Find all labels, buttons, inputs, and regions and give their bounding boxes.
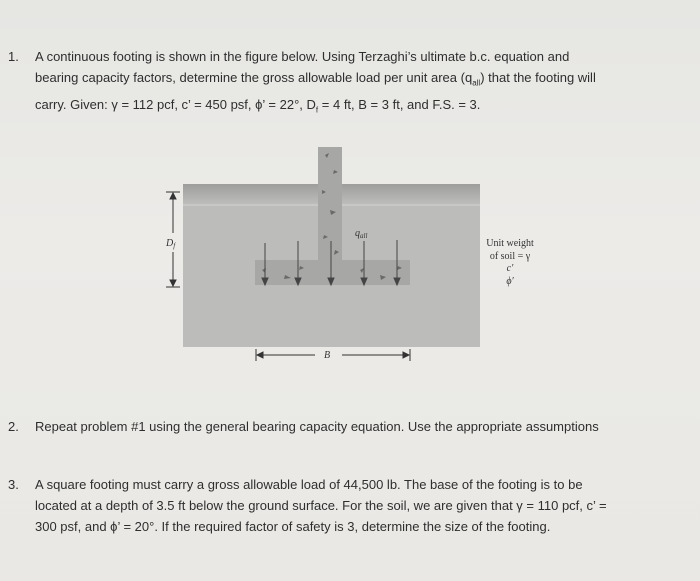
svg-text:ϕ′: ϕ′: [506, 276, 514, 287]
footing-column: [318, 147, 342, 282]
width-dimension: [256, 349, 410, 361]
problem-text: A continuous footing is shown in the figure below. Using Terzaghi’s ultimate b.c. equation and bearing capacity factors, determine the gross allowable load per unit area $(q_{all})$ that the footing will carry. Given: γ = 112 pcf, c’ = 450 psf, ϕ’ = 22°, $D_f = 4$ ft, B = 3 ft, and F.S. = 3.: [35, 49, 596, 115]
depth-label: $D_f$: [166, 238, 176, 250]
svg-text:c′: c′: [506, 263, 514, 274]
soil-properties: [486, 238, 534, 287]
svg-text:Unit weight: Unit weight: [486, 238, 534, 249]
problem-number: 1.: [8, 49, 19, 64]
svg-text:of soil = γ: of soil = γ: [489, 251, 531, 262]
problem-2: [8, 416, 599, 437]
problem-text: A square footing must carry a gross allowable load of 44,500 lb. The base of the footing is to be located at a depth of 3.5 ft below the ground surface. For the soil, we are given that γ = 110 pcf, c’ = 300 psf, and ϕ’ = 20°. If the required factor of safety is 3, determine the size of the footing.: [35, 477, 607, 534]
problem-number: 3.: [8, 477, 19, 492]
problem-3: [8, 474, 607, 537]
width-label: B: [324, 350, 331, 361]
load-label: $q_{all}$: [355, 228, 368, 240]
problem-number: 2.: [8, 419, 19, 434]
problem-text: Repeat problem #1 using the general bearing capacity equation. Use the appropriate assumptions: [35, 419, 599, 434]
